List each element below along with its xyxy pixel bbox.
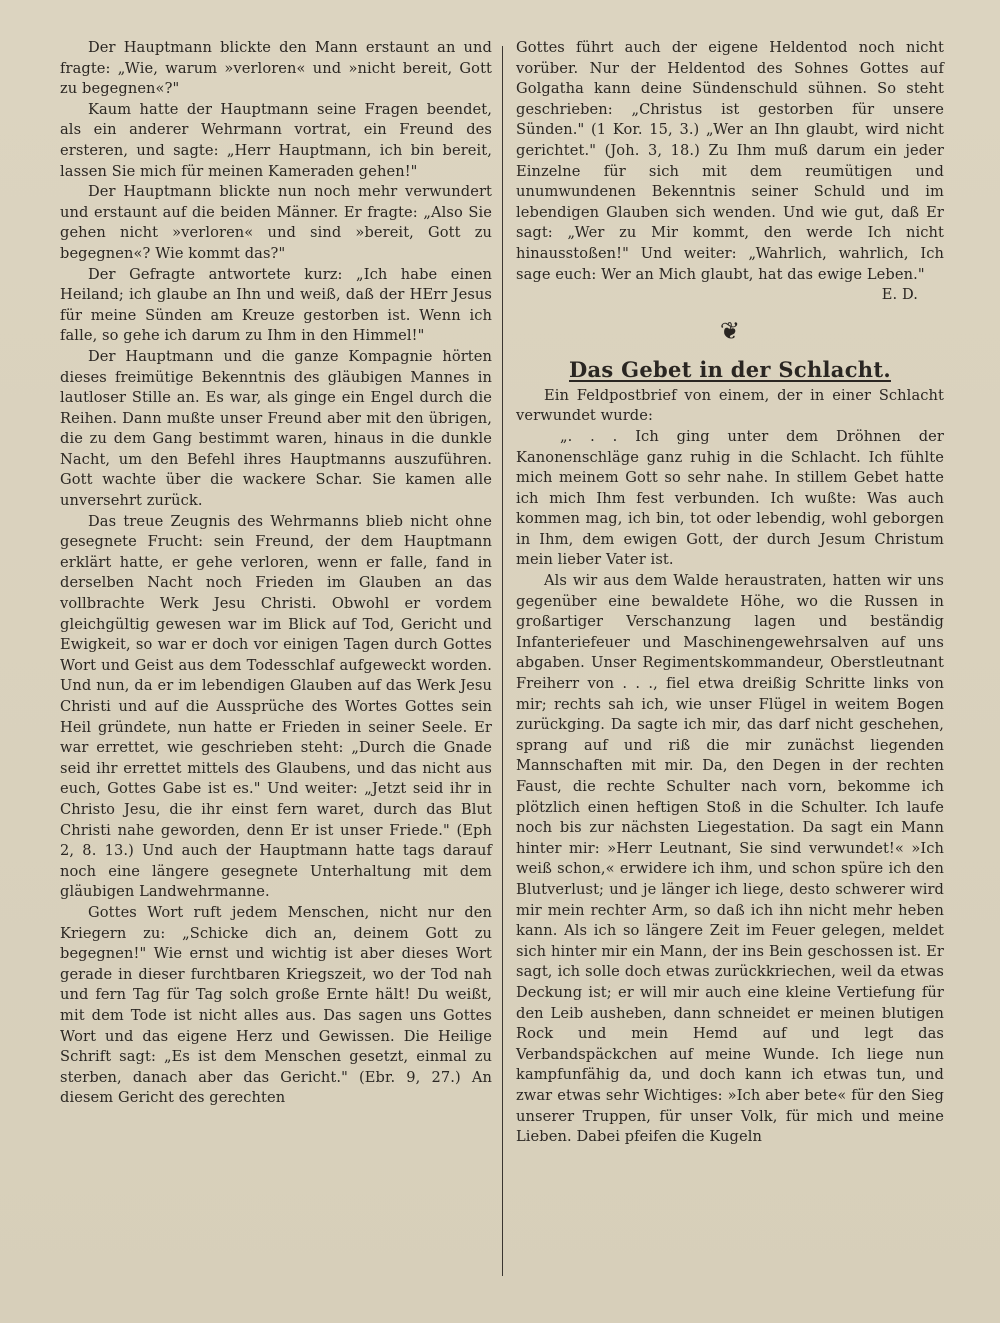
paragraph: Als wir aus dem Walde heraustraten, hatten wir uns gegenüber eine bewaldete Höhe, wo die Russen in großartiger Verschanzung lagen und beständig Infanteriefeuer und Maschinengewehrsalven auf uns abgaben. Unser Regimentskommandeur, Oberstleutnant Freiherr von . . ., fiel etwa dreißig Schritte links von mir; rechts sah ich, wie unser Flügel in weitem Bogen zurückging. Da sagte ich mir, das darf nicht geschehen, sprang auf und riß die mir zunächst liegenden Mannschaften mit mir. Da, den Degen in der rechten Faust, die rechte Schulter nach vorn, bekomme ich plötzlich einen heftigen Stoß in die Schulter. Ich laufe noch bis zur nächsten Liegestation. Da sagt ein Mann hinter mir: »Herr Leutnant, Sie sind verwundet!« »Ich weiß schon,« erwidere ich ihm, und schon spüre ich den Blutverlust; und je länger ich liege, desto schwerer wird mir mein rechter Arm, so daß ich ihn nicht mehr heben kann. Als ich so längere Zeit im Feuer gelegen, meldet sich hinter mir ein Mann, der ins Bein geschossen ist. Er sagt, ich solle doch etwas zurückkriechen, weil da etwas Deckung ist; er will mir auch eine kleine Vertiefung für den Leib ausheben, dann schneidet er meinen blutigen Rock und mein Hemd auf und legt das Verbandspäckchen auf meine Wunde. Ich liege nun kampfunfähig da, und doch kann ich etwas tun, und zwar etwas sehr Wichtiges: »Ich aber bete« für den Sieg unserer Truppen, für unser Volk, für mich und meine Lieben. Dabei pfeifen die Kugeln [516, 572, 944, 1146]
paragraph: Der Hauptmann und die ganze Kompagnie hörten dieses freimütige Bekenntnis des gläubigen Mannes in lautloser Stille an. Es war, als ginge ein Engel durch die Reihen. Dann mußte unser Freund aber mit den übrigen, die zu dem Gang bestimmt waren, hinaus in die dunkle Nacht, um den Befehl ihres Hauptmanns auszuführen. Gott wachte über die wackere Schar. Sie kamen alle unversehrt zurück. [60, 347, 492, 510]
paragraph: Gottes Wort ruft jedem Menschen, nicht nur den Kriegern zu: „Schicke dich an, deinem Gott zu begegnen!" Wie ernst und wichtig ist aber dieses Wort gerade in dieser furchtbaren Kriegszeit, wo der Tod nah und fern Tag für Tag solch große Ernte hält! Du weißt, mit dem Tode ist nicht alles aus. Das sagen uns Gottes Wort und das eigene Herz und Gewissen. Die Heilige Schrift sagt: „Es ist dem Menschen gesetzt, einmal zu sterben, danach aber das Gericht." (Ebr. 9, 27.) An diesem Gericht des gerechten [60, 903, 492, 1107]
paragraph: Ein Feldpostbrief von einem, der in einer Schlacht verwundet wurde: [516, 386, 944, 425]
author-signature: E. D. [881, 286, 918, 304]
fleuron-ornament: ❦ [719, 316, 741, 345]
paragraph: Der Hauptmann blickte nun noch mehr verwundert und erstaunt auf die beiden Männer. Er fragte: „Also Sie gehen nicht »verloren« und sind »bereit, Gott zu begegnen«? Wie kommt das?" [60, 183, 492, 262]
right-column [516, 38, 944, 1148]
paragraph: Das treue Zeugnis des Wehrmanns blieb nicht ohne gesegnete Frucht: sein Freund, der dem Hauptmann erklärt hatte, er gehe verloren, wenn er falle, fand in derselben Nacht noch Frieden im Glauben an das vollbrachte Werk Jesu Christi. Obwohl er vordem gleichgültig gewesen war im Blick auf Tod, Gericht und Ewigkeit, so war er doch vor einigen Tagen durch Gottes Wort und Geist aus dem Todesschlaf aufgeweckt worden. Und nun, da er im lebendigen Glauben auf das Werk Jesu Christi und auf die Aussprüche des Wortes Gottes sein Heil gründete, nun hatte er Frieden in seiner Seele. Er war errettet, wie geschrieben steht: „Durch die Gnade seid ihr errettet mittels des Glaubens, und das nicht aus euch, Gottes Gabe ist es." Und weiter: „Jetzt seid ihr in Christo Jesu, die ihr einst fern waret, durch das Blut Christi nahe geworden, denn Er ist unser Friede." (Eph 2, 8. 13.) Und auch der Hauptmann hatte tags darauf noch eine längere gesegnete Unterhaltung mit dem gläubigen Landwehrmanne. [60, 512, 492, 901]
paragraph: Kaum hatte der Hauptmann seine Fragen beendet, als ein anderer Wehrmann vortrat, ein Freund des ersteren, und sagte: „Herr Hauptmann, ich bin bereit, lassen Sie mich für meinen Kameraden gehen!" [60, 100, 492, 180]
paragraph: Der Gefragte antwortete kurz: „Ich habe einen Heiland; ich glaube an Ihn und weiß, daß der HErr Jesus für meine Sünden am Kreuze gestorben ist. Wenn ich falle, so gehe ich darum zu Ihm in den Himmel!" [60, 265, 492, 345]
article-heading-text: Das Gebet in der Schlacht. [569, 356, 891, 382]
paragraph: „. . . Ich ging unter dem Dröhnen der Kanonenschläge ganz ruhig in die Schlacht. Ich fühlte mich meinem Gott so sehr nahe. In stillem Gebet hatte ich mich Ihm fest verbunden. Ich wußte: Was auch kommen mag, ich bin, tot oder lebendig, wohl geborgen in Ihm, dem ewigen Gott, der durch Jesum Christum mein lieber Vater ist. [516, 427, 944, 569]
article-heading [516, 356, 944, 384]
paragraph-continuation: Gottes führt auch der eigene Heldentod noch nicht vorüber. Nur der Heldentod des Sohnes Gottes auf Golgatha kann deine Sündenschuld sühnen. So steht geschrieben: „Christus ist gestorben für unsere Sünden." (1 Kor. 15, 3.) „Wer an Ihn glaubt, wird nicht gerichtet." (Joh. 3, 18.) Zu Ihm muß darum ein jeder Einzelne für sich mit dem reumütigen und unumwundenen Bekenntnis seiner Schuld und im lebendigen Glauben sich wenden. Und wie gut, daß Er sagt: „Wer zu Mir kommt, den werde Ich nicht hinausstoßen!" Und weiter: „Wahrlich, wahrlich, Ich sage euch: Wer an Mich glaubt, hat das ewige Leben." [516, 39, 944, 283]
left-column [60, 38, 492, 1109]
column-divider [502, 46, 503, 1276]
paragraph: Der Hauptmann blickte den Mann erstaunt an und fragte: „Wie, warum »verloren« und »nicht bereit, Gott zu begegnen«?" [60, 39, 492, 98]
